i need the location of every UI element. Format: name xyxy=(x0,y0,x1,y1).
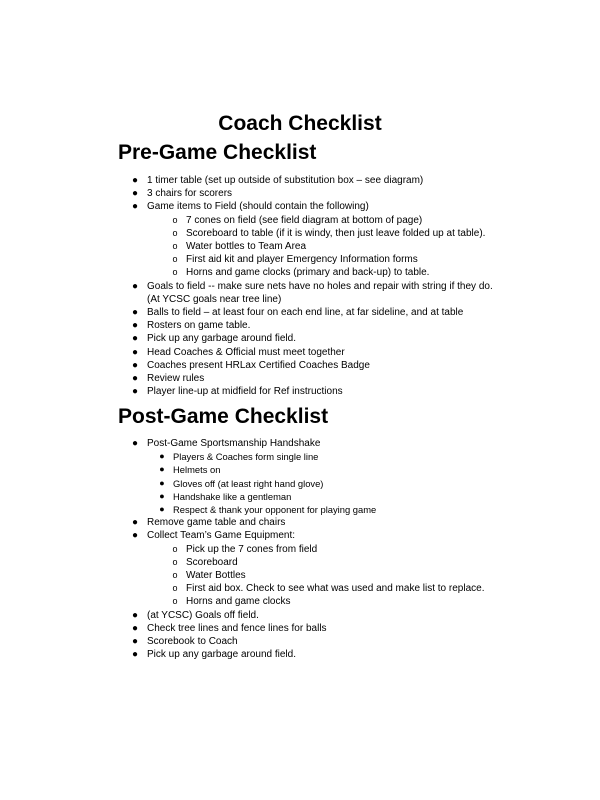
circle-bullet-icon: o xyxy=(172,570,178,581)
list-item-text: Player line-up at midfield for Ref instructions xyxy=(147,386,343,398)
list-item-text: Players & Coaches form single line xyxy=(173,451,319,463)
circle-bullet-icon: o xyxy=(172,583,178,594)
postgame-heading: Post-Game Checklist xyxy=(118,405,329,428)
bullet-icon: ● xyxy=(131,307,139,319)
list-item-text: Pick up any garbage around field. xyxy=(147,649,296,661)
bullet-icon: ● xyxy=(131,649,139,661)
list-item-text: Scoreboard xyxy=(186,556,238,568)
bullet-icon: ● xyxy=(131,636,139,648)
bullet-icon: ● xyxy=(131,373,139,385)
sub-list-item xyxy=(0,569,600,582)
list-item-text: Horns and game clocks xyxy=(186,596,291,608)
bullet-icon: ● xyxy=(131,188,139,200)
bullet-icon: ● xyxy=(131,359,139,371)
sub-list-item xyxy=(0,463,600,476)
list-item xyxy=(0,174,600,187)
list-item-text: Balls to field – at least four on each end line, at far sideline, and at table xyxy=(147,307,464,319)
list-item-text: Gloves off (at least right hand glove) xyxy=(173,477,324,489)
sub-list-item xyxy=(0,227,600,240)
list-item xyxy=(0,372,600,385)
sub-list-item xyxy=(0,240,600,253)
list-item xyxy=(0,319,600,332)
sub-list-item xyxy=(0,266,600,279)
list-item xyxy=(0,200,600,213)
bullet-icon: ● xyxy=(131,346,139,358)
sub-list-item xyxy=(0,543,600,556)
list-item-text: (At YCSC goals near tree line) xyxy=(147,293,282,305)
list-item-text: Horns and game clocks (primary and back-up) to table. xyxy=(186,267,430,279)
list-item xyxy=(0,516,600,529)
list-item-text: Game items to Field (should contain the following) xyxy=(147,201,369,213)
bullet-icon: ● xyxy=(131,333,139,345)
bullet-icon: ● xyxy=(159,451,165,462)
document-title: Coach Checklist xyxy=(218,112,382,135)
list-item-text: First aid box. Check to see what was used and make list to replace. xyxy=(186,583,485,595)
list-item-text: Water Bottles xyxy=(186,570,246,582)
bullet-icon: ● xyxy=(131,320,139,332)
sub-list-item xyxy=(0,450,600,463)
list-item xyxy=(0,529,600,542)
list-item-text: Pick up any garbage around field. xyxy=(147,333,296,345)
circle-bullet-icon: o xyxy=(172,254,178,265)
list-item-text: Check tree lines and fence lines for balls xyxy=(147,622,327,634)
list-item-text: 7 cones on field (see field diagram at bottom of page) xyxy=(186,214,423,226)
list-item-text: Goals to field -- make sure nets have no holes and repair with string if they do. xyxy=(147,280,493,292)
bullet-icon: ● xyxy=(131,386,139,398)
bullet-icon: ● xyxy=(131,517,139,529)
list-item xyxy=(0,437,600,450)
list-item-text: Helmets on xyxy=(173,464,221,476)
pregame-heading: Pre-Game Checklist xyxy=(118,141,317,164)
list-item-text: Rosters on game table. xyxy=(147,320,251,332)
list-item xyxy=(0,622,600,635)
list-item-text: Head Coaches & Official must meet together xyxy=(147,346,345,358)
bullet-icon: ● xyxy=(131,609,139,621)
list-item xyxy=(0,359,600,372)
list-item xyxy=(0,609,600,622)
list-item-text: Coaches present HRLax Certified Coaches Badge xyxy=(147,359,370,371)
list-item xyxy=(0,280,600,293)
bullet-icon: ● xyxy=(159,490,165,501)
list-item-text: 3 chairs for scorers xyxy=(147,188,233,200)
list-item xyxy=(0,648,600,661)
bullet-icon: ● xyxy=(131,280,139,292)
list-item-text: Scorebook to Coach xyxy=(147,636,238,648)
list-item-text: Handshake like a gentleman xyxy=(173,490,292,502)
sub-list-item xyxy=(0,477,600,490)
list-item-text: Scoreboard to table (if it is windy, then just leave folded up at table). xyxy=(186,227,486,239)
bullet-icon: ● xyxy=(131,201,139,213)
list-item-text: Review rules xyxy=(147,373,205,385)
sub-list-item xyxy=(0,490,600,503)
sub-list-item xyxy=(0,503,600,516)
circle-bullet-icon: o xyxy=(172,556,178,567)
list-item-text: 1 timer table (set up outside of substitution box – see diagram) xyxy=(147,175,424,186)
list-item xyxy=(0,332,600,345)
list-item-text: (at YCSC) Goals off field. xyxy=(147,609,259,621)
list-item-text: Water bottles to Team Area xyxy=(186,241,307,253)
list-item-text: Collect Team’s Game Equipment: xyxy=(147,530,296,542)
list-item-text: Pick up the 7 cones from field xyxy=(186,543,318,555)
circle-bullet-icon: o xyxy=(172,241,178,252)
circle-bullet-icon: o xyxy=(172,227,178,238)
bullet-icon: ● xyxy=(159,464,165,475)
bullet-icon: ● xyxy=(131,175,139,186)
list-item xyxy=(0,306,600,319)
list-item xyxy=(0,385,600,398)
circle-bullet-icon: o xyxy=(172,596,178,607)
bullet-icon: ● xyxy=(131,622,139,634)
bullet-icon: ● xyxy=(131,530,139,542)
list-item-text: First aid kit and player Emergency Information forms xyxy=(186,254,418,266)
list-item-text: Post-Game Sportsmanship Handshake xyxy=(147,438,321,449)
bullet-icon: ● xyxy=(159,477,165,488)
circle-bullet-icon: o xyxy=(172,543,178,554)
list-item xyxy=(0,187,600,200)
pregame-checklist xyxy=(0,174,600,398)
sub-list-item xyxy=(0,556,600,569)
circle-bullet-icon: o xyxy=(172,214,178,225)
bullet-icon: ● xyxy=(159,504,165,515)
list-item-text: Remove game table and chairs xyxy=(147,517,286,529)
circle-bullet-icon: o xyxy=(172,267,178,278)
postgame-checklist xyxy=(0,437,600,661)
list-item xyxy=(0,635,600,648)
sub-list-item xyxy=(0,253,600,266)
sub-list-item xyxy=(0,595,600,608)
list-item-text: Respect & thank your opponent for playing game xyxy=(173,504,377,516)
list-item-continuation xyxy=(0,293,600,306)
sub-list-item xyxy=(0,214,600,227)
list-item xyxy=(0,346,600,359)
sub-list-item xyxy=(0,582,600,595)
bullet-icon: ● xyxy=(131,438,139,449)
